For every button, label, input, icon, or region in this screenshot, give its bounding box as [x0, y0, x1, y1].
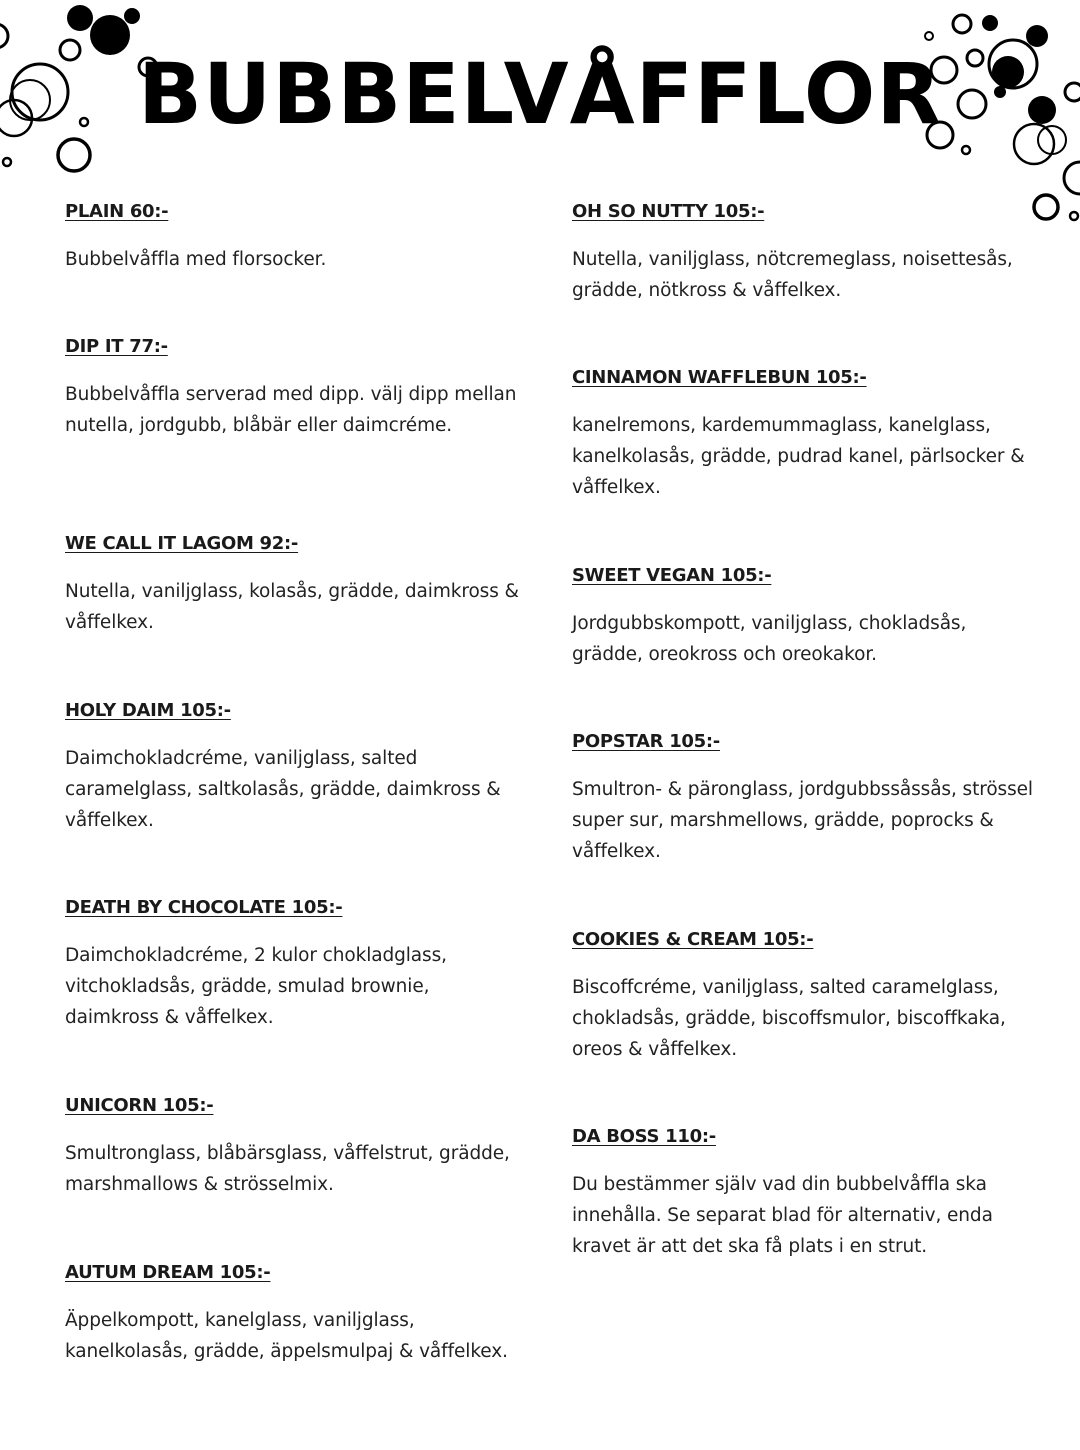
- menu-item: [65, 531, 525, 638]
- menu-item: [572, 563, 1042, 670]
- menu-item: [572, 927, 1042, 1065]
- menu-item: [65, 1260, 525, 1367]
- item-name: PLAIN 60:-: [65, 201, 169, 222]
- menu-item: [572, 199, 1042, 306]
- item-description: kanelremons, kardemummaglass, kanelglass, kanelkolasås, grädde, pudrad kanel, pärlsocker & våffelkex.: [572, 415, 1025, 498]
- item-name: DA BOSS 110:-: [572, 1126, 716, 1147]
- item-name: DEATH BY CHOCOLATE 105:-: [65, 897, 343, 918]
- menu-title: BUBBELVÅFFLOR: [137, 45, 943, 143]
- item-name: AUTUM DREAM 105:-: [65, 1262, 271, 1283]
- item-name: SWEET VEGAN 105:-: [572, 565, 772, 586]
- item-description: Nutella, vaniljglass, kolasås, grädde, daimkross & våffelkex.: [65, 581, 519, 633]
- menu-item: [572, 1124, 1042, 1262]
- menu-item: [65, 1093, 525, 1200]
- item-name: UNICORN 105:-: [65, 1095, 214, 1116]
- menu-item: [65, 698, 525, 836]
- item-name: DIP IT 77:-: [65, 336, 168, 357]
- menu-item: [572, 729, 1042, 867]
- item-description: Bubbelvåffla serverad med dipp. välj dipp mellan nutella, jordgubb, blåbär eller daimcréme.: [65, 384, 517, 436]
- item-description: Smultron- & päronglass, jordgubbssåssås, strössel super sur, marshmellows, grädde, poprocks & våffelkex.: [572, 779, 1033, 862]
- item-name: CINNAMON WAFFLEBUN 105:-: [572, 367, 867, 388]
- item-description: Äppelkompott, kanelglass, vaniljglass, kanelkolasås, grädde, äppelsmulpaj & våffelkex.: [65, 1310, 508, 1362]
- menu-item: [65, 334, 525, 441]
- item-description: Daimchokladcréme, vaniljglass, salted caramelglass, saltkolasås, grädde, daimkross & våffelkex.: [65, 748, 501, 831]
- item-description: Jordgubbskompott, vaniljglass, chokladsås, grädde, oreokross och oreokakor.: [572, 613, 967, 665]
- item-name: HOLY DAIM 105:-: [65, 700, 231, 721]
- item-description: Nutella, vaniljglass, nötcremeglass, noisettesås, grädde, nötkross & våffelkex.: [572, 249, 1013, 301]
- item-name: POPSTAR 105:-: [572, 731, 720, 752]
- menu-item: [65, 895, 525, 1033]
- menu-item: [572, 365, 1042, 503]
- item-description: Bubbelvåffla med florsocker.: [65, 249, 327, 270]
- item-name: OH SO NUTTY 105:-: [572, 201, 765, 222]
- item-description: Biscoffcréme, vaniljglass, salted caramelglass, chokladsås, grädde, biscoffsmulor, biscoffkaka, oreos & våffelkex.: [572, 977, 1006, 1060]
- item-name: WE CALL IT LAGOM 92:-: [65, 533, 299, 554]
- item-name: COOKIES & CREAM 105:-: [572, 929, 814, 950]
- item-description: Daimchokladcréme, 2 kulor chokladglass, vitchokladsås, grädde, smulad brownie, daimkross & våffelkex.: [65, 945, 447, 1028]
- item-description: Smultronglass, blåbärsglass, våffelstrut, grädde, marshmallows & strösselmix.: [65, 1143, 510, 1195]
- menu-item: [65, 199, 326, 275]
- item-description: Du bestämmer själv vad din bubbelvåffla ska innehålla. Se separat blad för alternativ, enda kravet är att det ska få plats i en strut.: [572, 1174, 993, 1257]
